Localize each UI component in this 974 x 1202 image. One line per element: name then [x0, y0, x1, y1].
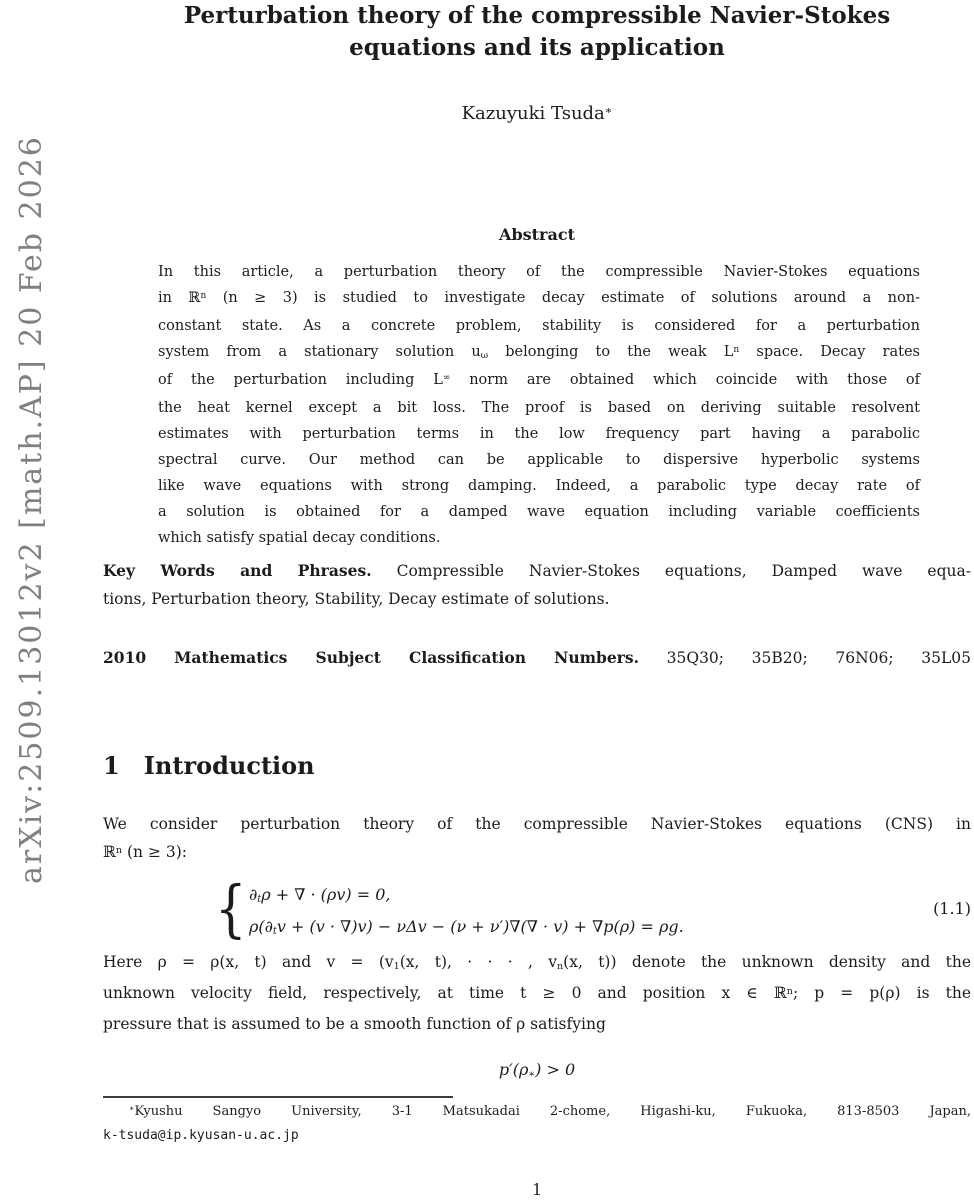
- abstract-line: of the perturbation including L∞ norm are obtained which coincide with those of: [158, 372, 920, 388]
- body-line: unknown velocity field, respectively, at time t ≥ 0 and position x ∈ ℝ$^n$; p = p(ρ) is the: [103, 984, 971, 1002]
- equation-1-1: [103, 872, 971, 948]
- section-heading: [103, 748, 971, 784]
- arxiv-watermark: arXiv:2509.13012v2 [math.AP] 20 Feb 2026: [14, 135, 49, 884]
- abstract-line: a solution is obtained for a damped wave equation including variable coefficients: [158, 504, 920, 520]
- footnote-rule: [103, 1096, 453, 1098]
- abstract-line: system from a stationary solution $u_\omega$ belonging to the weak $L^n$ space. Decay rates: [158, 344, 920, 361]
- body-paragraph: [103, 948, 971, 1038]
- keywords-text: Compressible Navier-Stokes equations, Damped wave equa-: [371, 562, 971, 580]
- author-name: Kazuyuki Tsuda∗: [461, 103, 613, 124]
- paper-title: [103, 0, 971, 64]
- footnote-email: k-tsuda@ip.kyusan-u.ac.jp: [103, 1128, 299, 1143]
- abstract-line: In this article, a perturbation theory of the compressible Navier-Stokes equations: [158, 264, 920, 280]
- footnote-line: ∗Kyushu Sangyo University, 3-1 Matsukadai 2-chome, Higashi-ku, Fukuoka, 813-8503 Japan,: [129, 1104, 971, 1119]
- keywords-line: tions, Perturbation theory, Stability, Decay estimate of solutions.: [103, 590, 610, 608]
- body-line: Here ρ = ρ(x, t) and $v = (v_1(x$, t), · · · , $v_n(x$, t)) denote the unknown density and the: [103, 953, 971, 973]
- section-title: Introduction: [143, 751, 315, 780]
- footnote: [103, 1100, 971, 1147]
- msc-paragraph: [103, 644, 971, 672]
- equation-line: $\rho(\partial_tv + (v \cdot \nabla)v) - \nu\Delta v - (\nu + \nu')\nabla(\nabla \cdot v) + \nabla p(\rho) = \rho g$.: [249, 917, 684, 938]
- abstract-line: estimates with perturbation terms in the low frequency part having a parabolic: [158, 426, 920, 442]
- page-number: 1: [532, 1181, 542, 1199]
- equation-number: (1.1): [933, 899, 971, 918]
- intro-line: We consider perturbation theory of the compressible Navier-Stokes equations (CNS) in: [103, 815, 971, 833]
- abstract-line: the heat kernel except a bit loss. The proof is based on deriving suitable resolvent: [158, 400, 920, 416]
- abstract-line: in ℝ$^n$ (n ≥ 3) is studied to investigate decay estimate of solutions around a non-: [158, 290, 920, 306]
- equation-left-brace: {: [215, 872, 247, 945]
- keywords-label: Key Words and Phrases.: [103, 561, 372, 580]
- intro-paragraph: [103, 810, 971, 869]
- intro-line: ℝ$^n$ (n ≥ 3):: [103, 843, 188, 861]
- abstract-body: [158, 259, 920, 551]
- paper-title-line2: equations and its application: [349, 34, 725, 61]
- abstract-line: which satisfy spatial decay conditions.: [158, 530, 441, 546]
- body-line: pressure that is assumed to be a smooth function of ρ satisfying: [103, 1015, 606, 1033]
- abstract-line: spectral curve. Our method can be applicable to dispersive hyperbolic systems: [158, 452, 920, 468]
- display-math: $p'(\rho_∗) > 0$: [498, 1060, 576, 1081]
- section-number: 1: [103, 751, 120, 780]
- equation-line: $\partial_t\rho$ + ∇ · (ρv) = 0,: [249, 885, 391, 906]
- paper-page: [103, 0, 971, 1200]
- abstract-line: constant state. As a concrete problem, stability is considered for a perturbation: [158, 318, 920, 334]
- abstract-line: like wave equations with strong damping. Indeed, a parabolic type decay rate of: [158, 478, 920, 494]
- msc-label: 2010 Mathematics Subject Classification Numbers.: [103, 648, 639, 667]
- keywords-line: [103, 557, 971, 585]
- abstract-heading: Abstract: [499, 225, 575, 244]
- keywords-paragraph: [103, 557, 971, 613]
- msc-line: [103, 644, 971, 672]
- equation-lines: [249, 880, 684, 944]
- msc-numbers: 35Q30; 35B20; 76N06; 35L05: [638, 649, 971, 667]
- paper-title-line1: Perturbation theory of the compressible Navier-Stokes: [183, 2, 891, 29]
